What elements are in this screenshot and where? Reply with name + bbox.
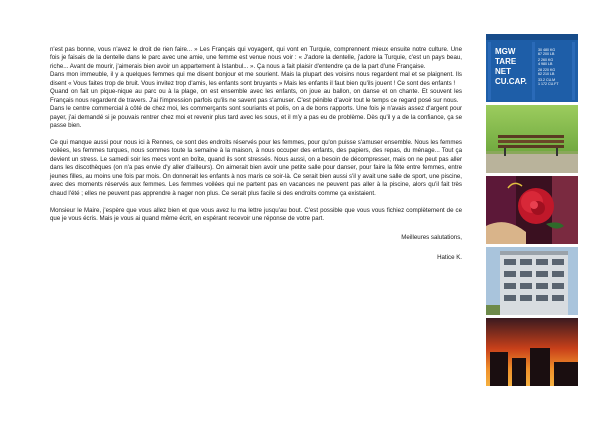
- building-photo: [486, 247, 578, 315]
- container-label: TARE: [495, 57, 517, 66]
- paragraph-2: Dans mon immeuble, il y a quelques femmes qui me disent bonjour et me sourient. Mais la plupart des voisins nous regardent mal et se plaignent. Ils disent « Vous faites trop de bruit. Vous invitez trop d'amis, les enfants sont bruyants » Mais les enfants il faut bien qu'ils jouent ! Ce sont des enfants !: [50, 71, 462, 87]
- container-spec: 62 210 LB: [538, 72, 555, 76]
- paragraph-3: Quand on fait un pique-nique au parc ou à la plage, on est ensemble avec les enfants, on joue au ballon, on danse et on chante. Et souvent les Français nous regardent de travers. J'ai l'impression parfois qu'ils ne savent pas s'amuser. C'est pénible d'avoir tout le temps ce regard posé sur nous.: [50, 88, 462, 104]
- paragraph-gap: [50, 198, 462, 206]
- container-label: NET: [495, 67, 511, 76]
- container-spec: 4 980 LB: [538, 62, 553, 66]
- closing-line: Meilleures salutations,: [401, 234, 462, 242]
- container-label: CU.CAP.: [495, 77, 527, 86]
- container-spec: 30 480 KG: [538, 48, 556, 52]
- container-spec: 2 260 KG: [538, 58, 554, 62]
- signoff: [50, 234, 462, 262]
- letter-body: [50, 46, 462, 262]
- paragraph-6: Monsieur le Maire, j'espère que vous allez bien et que vous avez lu ma lettre jusqu'au bout. C'est possible que vous vous fichiez complètement de ce que je vous écris. Mais je vous ai quand même écrit, en espérant recevoir une réponse de votre part.: [50, 206, 462, 223]
- container-label: MGW: [495, 47, 516, 56]
- signature: Hatice K.: [437, 253, 462, 261]
- container-spec: 67 200 LB: [538, 52, 555, 56]
- paragraph-gap: [50, 131, 462, 139]
- sunset-photo: [486, 318, 578, 386]
- rose-photo: [486, 176, 578, 244]
- paragraph-1: n'est pas bonne, vous n'avez le droit de rien faire... » Les Français qui voyagent, qui vont en Turquie, comprennent mieux ensuite notre culture. Une fois je faisais de la dentelle dans le parc avec une amie, une femme est venue nous voir : « J'adore la dentelle, j'adore la Turquie, c'est un pays beau, riche... Avant de mourir, j'aimerais bien avoir un appartement à Istanbul... ». Ça nous a fait plaisir d'entendre ça de la part d'une Française.: [50, 46, 462, 70]
- container-spec: 1 172 CU.FT: [538, 82, 559, 86]
- container-spec: 33.2 CU.M: [538, 78, 556, 82]
- paragraph-5: Ce qui manque aussi pour nous ici à Rennes, ce sont des endroits réservés pour les femmes, pour qu'on puisse s'amuser ensemble. Nous les femmes voilées, les femmes turques, nous sommes toute la semaine à la maison, à nous occuper des enfants, des papiers, des repas, du ménage... Tout ça devient un stress. Le samedi soir les mecs vont en boîte, quand ils sont stressés. Nous aussi, on a besoin de décompresser, mais on ne peut pas aller dans les discothèques (on n'a pas envie d'y aller d'ailleurs). On aimerait bien avoir une petite salle pour danser, pour faire la fête entre femmes, entre jeunes filles, au moins une fois par mois. On donnerait les enfants à nos maris ce soir-là. Ce serait bien aussi s'il y avait une salle de sport, une piscine, avec des moments réservés aux femmes. Les femmes voilées qui ne partent pas en vacances ne peuvent pas aller à la piscine, alors qu'il fait très chaud l'été ; elles ne peuvent pas apprendre à nager non plus. Ce serait plus facile si des endroits comme ça existaient.: [50, 138, 462, 197]
- container-spec: 28 220 KG: [538, 68, 556, 72]
- bench-photo: [486, 105, 578, 173]
- paragraph-4: Dans le centre commercial à côté de chez moi, les commerçants sont souriants et polis, on a de bons rapports. Une fois je n'avais assez d'argent pour payer, j'ai demandé si je pouvais rentrer chez moi et revenir plus tard avec les sous, et il m'y a pas eu de problème. Dès qu'il y a de la confiance, ça se passe bien.: [50, 105, 462, 130]
- container-photo: [486, 34, 578, 102]
- photo-strip: [486, 34, 578, 389]
